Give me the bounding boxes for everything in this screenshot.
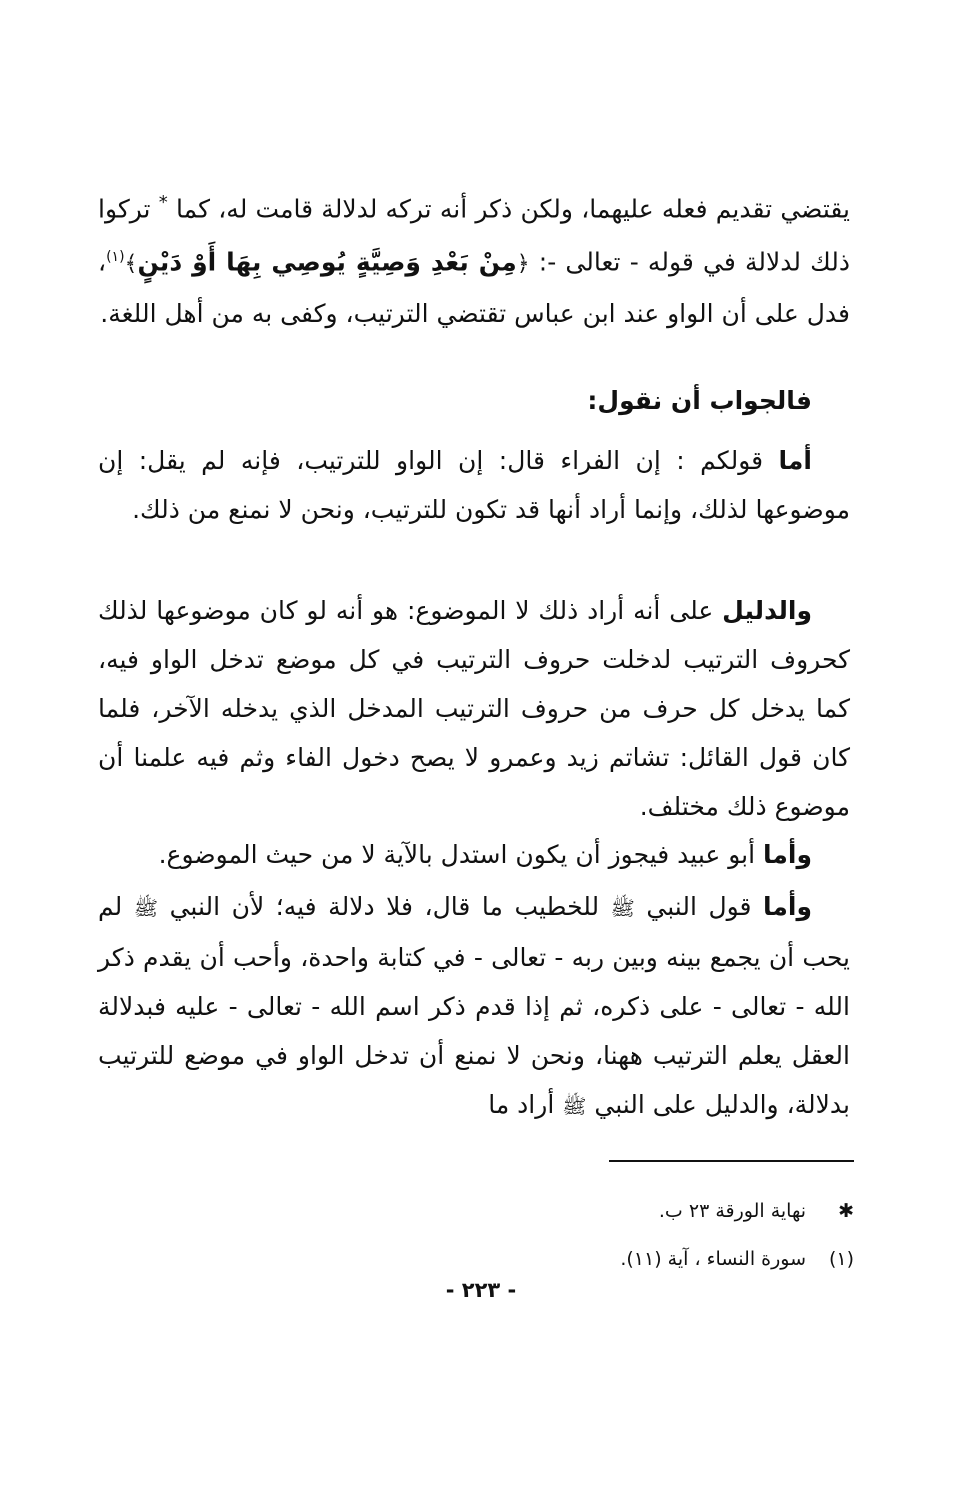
footnote-text: سورة النساء ، آية (١١).: [620, 1248, 806, 1270]
page-number: - ٢٢٣ -: [445, 1278, 517, 1302]
paragraph-lead-word: أما: [778, 446, 812, 475]
paragraph-lead-word: والدليل: [722, 596, 812, 625]
quran-verse: مِنْ بَعْدِ وَصِيَّةٍ يُوصِي بِهَا أَوْ دَيْنٍ: [137, 247, 517, 277]
paragraph-text: لم يحب أن يجمع بينه وبين ربه - تعالى - في كتابة واحدة، وأحب أن يقدم ذكر الله - تعالى - على ذكره، ثم إذا قدم ذكر اسم الله - تعالى - عليه فبدلالة العقل يعلم الترتيب ههنا، ونحن لا نمنع أن تدخل الواو في موضع للترتيب بدلالة، والدليل على النبي: [98, 892, 850, 1119]
paragraph-text: تركوا ذلك لدلالة في قوله - تعالى -:: [98, 194, 850, 277]
paragraph-text: على أنه أراد ذلك لا الموضوع: هو أنه لو كان موضوعها لذلك كحروف الترتيب لدخلت حروف الترتيب في كل موضع تدخل الواو فيه، كما يدخل كل حرف من حروف الترتيب المدخل الذي يدخله الآخر، فلما كان قول القائل: تشاتم زيد وعمرو لا يصح دخول الفاء وثم فيه علمنا أن موضوع ذلك مختلف.: [98, 596, 850, 821]
paragraph-text: ، فدل على أن الواو عند ابن عباس تقتضي الترتيب، وكفى به من أهل اللغة.: [98, 247, 850, 328]
paragraph-text: للخطيب ما قال، فلا دلالة فيه؛ لأن النبي: [169, 892, 600, 921]
footnote-marker: (١): [828, 1248, 854, 1270]
folio-marker: *: [158, 192, 168, 213]
paragraph-text: قول النبي: [646, 892, 752, 921]
honorific-symbol: ﷺ: [610, 896, 635, 920]
paragraph-text: قولكم : إن الفراء قال: إن الواو للترتيب، فإنه لم يقل: إن موضوعها لذلك، وإنما أراد أنها قد تكون للترتيب، ونحن لا نمنع من ذلك.: [98, 446, 850, 524]
paragraph: [98, 586, 850, 831]
footnote: [659, 1196, 854, 1226]
footnote-reference: (١): [106, 249, 125, 266]
paragraph-lead-word: وأما: [763, 892, 813, 921]
footnote-marker: ✱: [838, 1200, 854, 1222]
paragraph-text: أبو عبيد فيجوز أن يكون استدل بالآية لا من حيث الموضوع.: [158, 840, 756, 869]
verse-close-bracket: ﴾: [124, 251, 138, 277]
paragraph-text: يقتضي تقديم فعله عليهما، ولكن ذكر أنه تركه لدلالة قامت له، كما: [176, 194, 851, 224]
paragraph: [98, 436, 850, 534]
honorific-symbol: ﷺ: [133, 896, 158, 920]
section-heading: فالجواب أن نقول:: [587, 386, 812, 415]
footnote-text: نهاية الورقة ٢٣ ب.: [658, 1200, 806, 1222]
paragraph: [98, 882, 850, 1131]
footnote: [620, 1244, 854, 1274]
footnote-divider: [609, 1160, 854, 1162]
paragraph: [98, 830, 850, 879]
paragraph-text: أراد ما: [488, 1090, 555, 1119]
paragraph-continuation: [98, 178, 850, 338]
honorific-symbol: ﷺ: [562, 1094, 587, 1118]
paragraph-lead-word: وأما: [763, 840, 812, 869]
verse-open-bracket: ﴿: [516, 251, 530, 277]
